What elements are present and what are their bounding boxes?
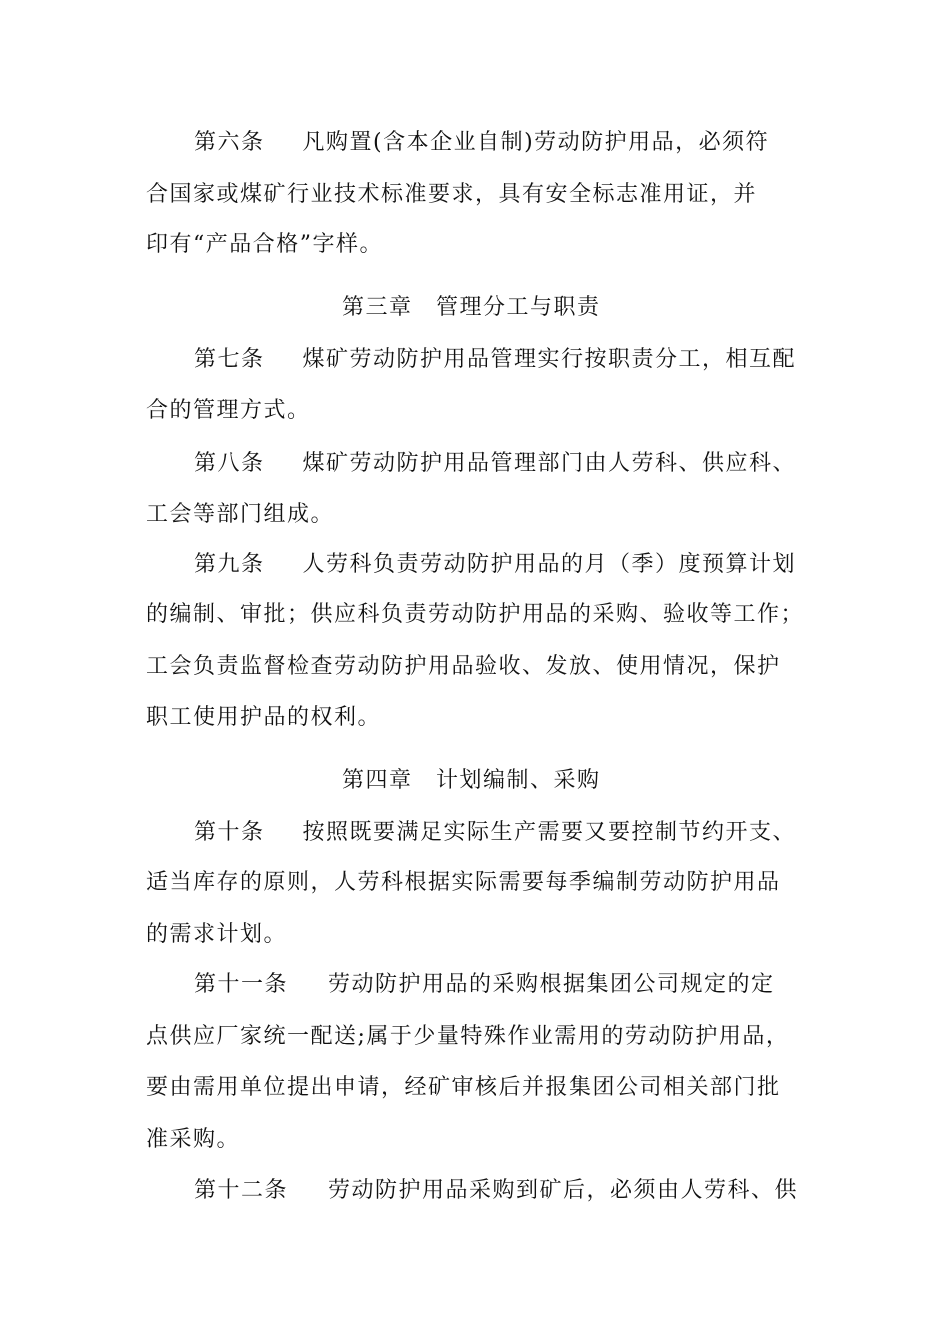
article-7-line-2: 合的管理方式。 bbox=[146, 398, 311, 423]
article-text: 按照既要满足实际生产需要又要控制节约开支、 bbox=[302, 820, 797, 845]
article-9-line-3: 工会负责监督检查劳动防护用品验收、发放、使用情况，保护 bbox=[146, 654, 781, 679]
chapter-heading: 第三章 管理分工与职责 bbox=[342, 295, 601, 320]
article-8-line-2: 工会等部门组成。 bbox=[146, 502, 335, 527]
article-9-line-4: 职工使用护品的权利。 bbox=[146, 705, 382, 730]
article-7-line-1 bbox=[194, 345, 796, 375]
article-text: 凡购置(含本企业自制)劳动防护用品，必须符 bbox=[302, 130, 770, 155]
article-6-line-2: 合国家或煤矿行业技术标准要求，具有安全标志准用证，并 bbox=[146, 182, 758, 207]
article-number: 第六条 bbox=[194, 130, 265, 155]
article-8-line-1 bbox=[194, 449, 796, 479]
article-10-line-2: 适当库存的原则，人劳科根据实际需要每季编制劳动防护用品 bbox=[146, 870, 781, 895]
article-11-line-2: 点供应厂家统一配送;属于少量特殊作业需用的劳动防护用品， bbox=[146, 1024, 790, 1049]
article-9-line-1 bbox=[194, 550, 796, 580]
article-6-line-3: 印有“产品合格”字样。 bbox=[146, 232, 383, 257]
article-11-line-4: 准采购。 bbox=[146, 1127, 241, 1152]
article-11-line-1 bbox=[194, 970, 775, 1000]
article-number: 第十二条 bbox=[194, 1178, 289, 1203]
article-number: 第七条 bbox=[194, 347, 265, 372]
article-10-line-3: 的需求计划。 bbox=[146, 922, 288, 947]
article-number: 第十一条 bbox=[194, 972, 289, 997]
article-number: 第八条 bbox=[194, 451, 265, 476]
article-12-line-1 bbox=[194, 1176, 798, 1206]
article-text: 煤矿劳动防护用品管理实行按职责分工，相互配 bbox=[302, 347, 797, 372]
article-text: 劳动防护用品采购到矿后，必须由人劳科、供 bbox=[328, 1178, 799, 1203]
article-number: 第十条 bbox=[194, 820, 265, 845]
chapter-heading: 第四章 计划编制、采购 bbox=[342, 768, 601, 793]
article-text: 煤矿劳动防护用品管理部门由人劳科、供应科、 bbox=[302, 451, 797, 476]
article-9-line-2: 的编制、审批；供应科负责劳动防护用品的采购、验收等工作； bbox=[146, 602, 805, 627]
article-text: 人劳科负责劳动防护用品的月（季）度预算计划 bbox=[302, 552, 797, 577]
article-10-line-1 bbox=[194, 818, 796, 848]
article-number: 第九条 bbox=[194, 552, 265, 577]
article-11-line-3: 要由需用单位提出申请，经矿审核后并报集团公司相关部门批 bbox=[146, 1075, 781, 1100]
article-text: 劳动防护用品的采购根据集团公司规定的定 bbox=[328, 972, 775, 997]
article-6-line-1 bbox=[194, 128, 769, 158]
